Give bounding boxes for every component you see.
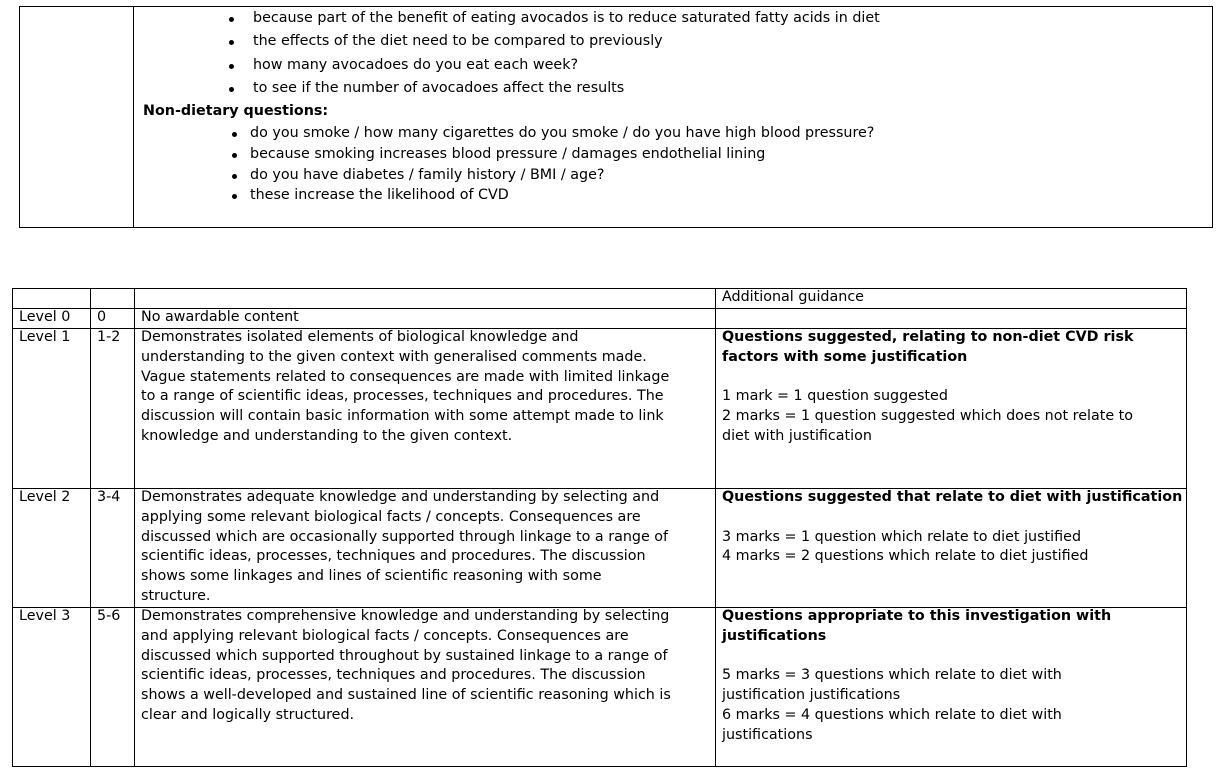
bullet-item: to see if the number of avocadoes affect the results: [253, 80, 625, 96]
level-label: Level 2: [19, 489, 71, 505]
col-divider: [715, 288, 716, 767]
guidance-heading: Questions suggested, relating to non-diet CVD risk: [722, 329, 1134, 345]
marks-range: 5-6: [97, 608, 121, 624]
bullet-icon: [229, 87, 234, 92]
marks-range: 3-4: [97, 489, 121, 505]
descriptor-line: knowledge and understanding to the given context.: [141, 428, 513, 444]
guidance-heading: justifications: [722, 627, 827, 644]
guidance-heading: Questions suggested that relate to diet with justification: [722, 489, 1183, 505]
marks-range: 1-2: [97, 329, 121, 345]
descriptor-line: clear and logically structured.: [141, 707, 355, 723]
bullet-item: do you smoke / how many cigarettes do you smoke / do you have high blood pressure?: [250, 125, 875, 141]
guidance-heading: factors with some justification: [722, 348, 968, 365]
descriptor-line: scientific ideas, processes, techniques and procedures. The discussion: [141, 667, 646, 684]
descriptor-line: shows a well-developed and sustained line of scientific reasoning which is: [141, 687, 671, 704]
marks-range: 0: [97, 309, 107, 325]
bullet-icon: [232, 194, 237, 199]
descriptor-line: scientific ideas, processes, techniques and procedures. The discussion: [141, 548, 646, 565]
descriptor-line: to a range of scientific ideas, processes, techniques and procedures. The: [141, 388, 664, 405]
col-divider: [134, 288, 135, 767]
descriptor-line: discussed which supported throughout by sustained linkage to a range of: [141, 647, 668, 664]
guidance-heading: Questions appropriate to this investigation with: [722, 608, 1112, 624]
bullet-icon: [232, 132, 237, 137]
descriptor-line: Demonstrates isolated elements of biological knowledge and: [141, 329, 579, 345]
bullet-item: because smoking increases blood pressure / damages endothelial lining: [250, 146, 766, 162]
descriptor-line: Demonstrates adequate knowledge and understanding by selecting and: [141, 489, 660, 505]
header-guidance: Additional guidance: [722, 289, 864, 305]
level-label: Level 3: [19, 608, 71, 624]
non-dietary-heading: Non-dietary questions:: [143, 103, 329, 119]
descriptor-line: No awardable content: [141, 309, 299, 325]
descriptor-line: discussion will contain basic information with some attempt made to link: [141, 408, 664, 425]
bullet-item: how many avocadoes do you eat each week?: [253, 57, 579, 73]
descriptor-line: Demonstrates comprehensive knowledge and understanding by selecting: [141, 608, 670, 624]
bullet-item: these increase the likelihood of CVD: [250, 187, 509, 203]
guidance-line: 6 marks = 4 questions which relate to diet with: [722, 707, 1062, 723]
descriptor-line: and applying relevant biological facts / concepts. Consequences are: [141, 627, 629, 644]
bullet-item: the effects of the diet need to be compared to previously: [253, 33, 663, 49]
bullet-icon: [229, 17, 234, 22]
guidance-line: 4 marks = 2 questions which relate to diet justified: [722, 548, 1089, 565]
descriptor-line: shows some linkages and lines of scientific reasoning with some: [141, 568, 602, 585]
col-divider: [90, 288, 91, 767]
guidance-line: justifications: [722, 726, 813, 743]
guidance-line: 5 marks = 3 questions which relate to diet with: [722, 667, 1062, 684]
bullet-icon: [232, 174, 237, 179]
bullet-icon: [229, 40, 234, 45]
top-table-divider: [133, 6, 134, 228]
guidance-line: 3 marks = 1 question which relate to diet justified: [722, 528, 1082, 545]
guidance-line: 2 marks = 1 question suggested which does not relate to: [722, 408, 1134, 425]
descriptor-line: applying some relevant biological facts / concepts. Consequences are: [141, 508, 641, 525]
descriptor-line: Vague statements related to consequences are made with limited linkage: [141, 368, 670, 385]
level-label: Level 1: [19, 329, 71, 345]
guidance-line: 1 mark = 1 question suggested: [722, 388, 948, 405]
level-label: Level 0: [19, 309, 71, 325]
descriptor-line: understanding to the given context with generalised comments made.: [141, 348, 647, 365]
descriptor-line: structure.: [141, 588, 211, 604]
descriptor-line: discussed which are occasionally supported through linkage to a range of: [141, 528, 669, 545]
bullet-icon: [232, 153, 237, 158]
bullet-icon: [229, 64, 234, 69]
bullet-item: because part of the benefit of eating avocados is to reduce saturated fatty acids in diet: [253, 10, 880, 26]
bullet-item: do you have diabetes / family history / BMI / age?: [250, 167, 605, 183]
guidance-line: diet with justification: [722, 428, 872, 444]
guidance-line: justification justifications: [722, 687, 901, 704]
